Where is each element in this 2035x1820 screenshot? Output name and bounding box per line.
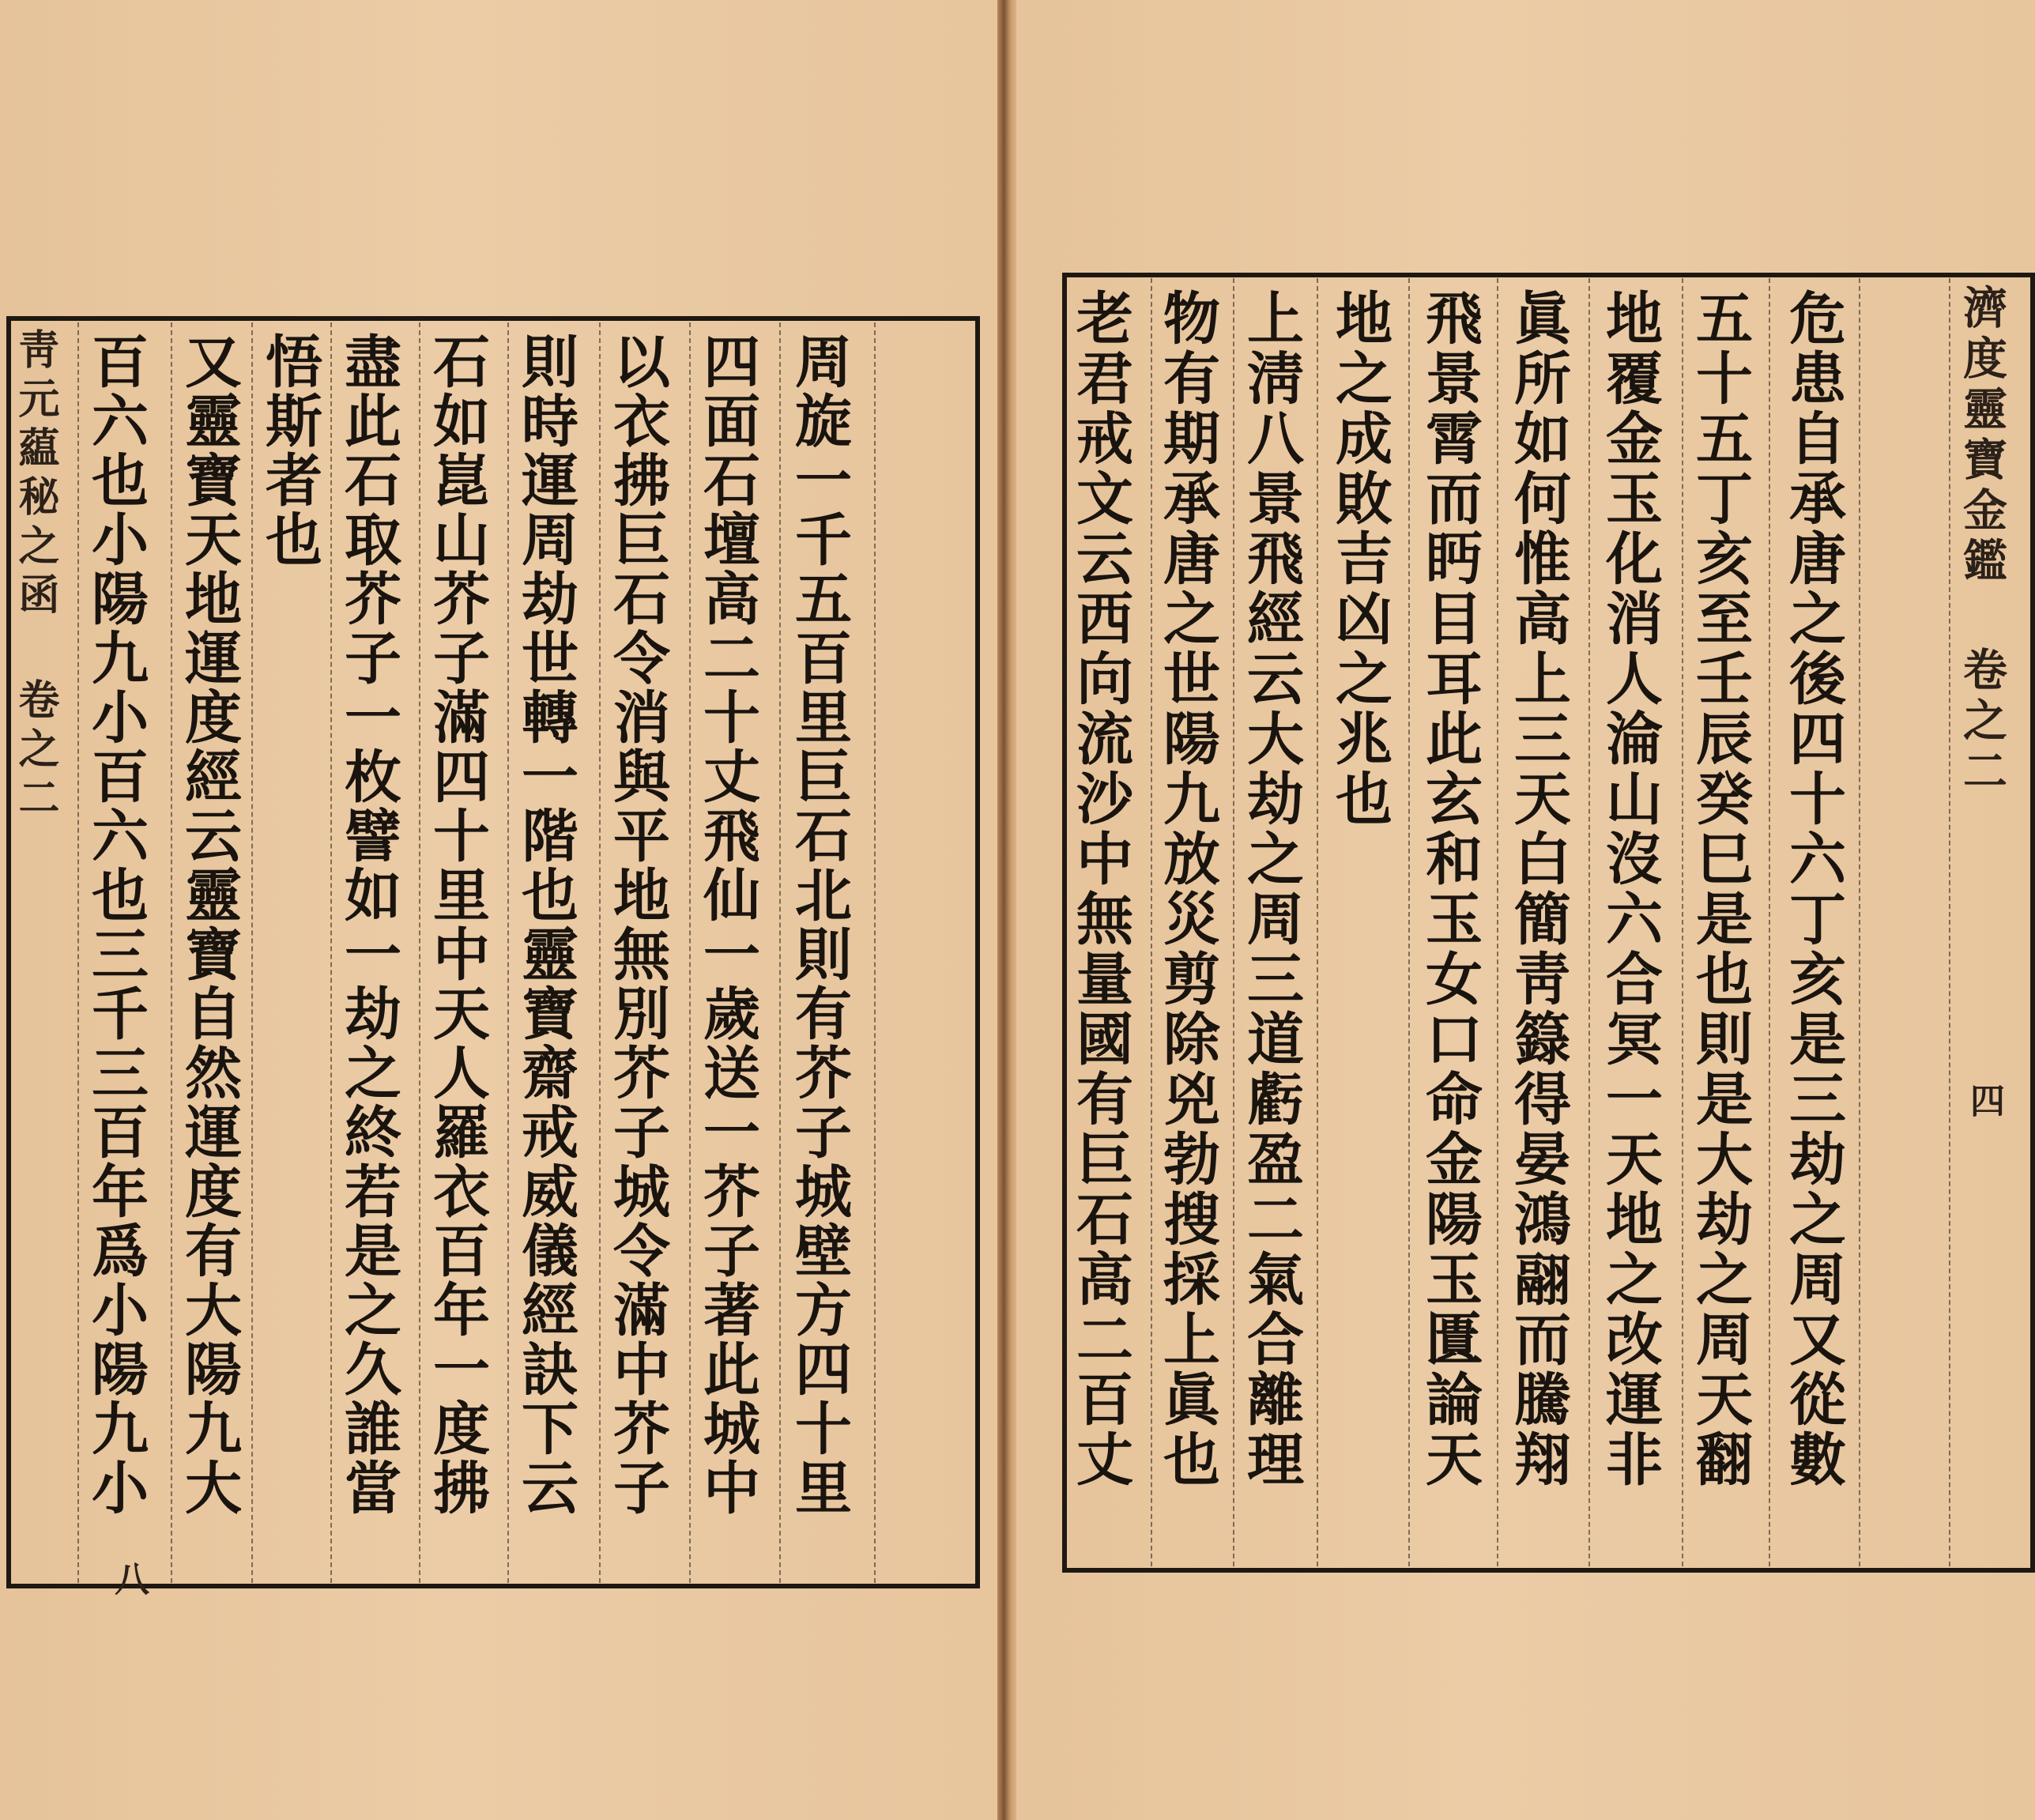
right-column-rule: [1497, 278, 1498, 1566]
right-column-rule: [1408, 278, 1410, 1566]
right-text-column-4: 眞所如何惟高上三天白簡靑籙得晏鴻翮而騰翔: [1505, 288, 1572, 1490]
right-text-column-3: 地覆金玉化消人淪山沒六合冥一天地之改運非: [1596, 288, 1664, 1490]
right-column-rule: [1151, 278, 1152, 1566]
left-text-column-7: 悟斯者也: [256, 332, 323, 569]
right-text-column-5: 飛景霄而眄目耳此玄和玉女口命金陽玉匱論天: [1416, 288, 1483, 1490]
left-column-rule: [77, 322, 79, 1583]
right-text-column-7: 上淸八景飛經云大劫之周三道虧盈二氣合離理: [1238, 288, 1305, 1490]
left-text-column-5: 石如崑山芥子滿四十里中天人羅衣百年一度拂: [424, 332, 491, 1517]
left-column-rule: [507, 322, 509, 1583]
right-text-column-8: 物有期承唐之世陽九放災剪除兇勃搜採上眞也: [1154, 288, 1221, 1490]
left-text-column-2: 四面石壇高二十丈飛仙一歲送一芥子著此城中: [694, 332, 761, 1517]
left-text-column-3: 以衣拂巨石令消與平地無別芥子城令滿中芥子: [604, 332, 671, 1517]
left-text-column-1: 周旋一千五百里巨石北則有芥子城壁方四十里: [786, 332, 853, 1517]
left-column-rule: [779, 322, 781, 1583]
right-column-rule: [1233, 278, 1234, 1566]
right-column-rule: [1949, 278, 1950, 1566]
right-text-column-1: 危患自承唐之後四十六丁亥是三劫之周又從數: [1780, 288, 1847, 1490]
right-text-column-9: 老君戒文云西向流沙中無量國有巨石高二百丈: [1067, 288, 1134, 1490]
left-text-column-4: 則時運周劫世轉一階也靈寶齋戒威儀經訣下云: [512, 332, 579, 1517]
right-column-rule: [1588, 278, 1590, 1566]
right-margin-title: 濟度靈寶金鑑 卷之二: [1956, 284, 2008, 798]
left-column-rule: [419, 322, 420, 1583]
left-text-column-8: 又靈寶天地運度經云靈寶自然運度有大陽九大: [175, 332, 243, 1517]
left-text-column-9: 百六也小陽九小百六也三千三百年爲小陽九小: [82, 332, 149, 1517]
left-column-rule: [874, 322, 876, 1583]
left-text-column-6: 盡此石取芥子一枚譬如一劫之終若是之久誰當: [335, 332, 402, 1517]
right-text-column-6: 地之成敗吉凶之兆也: [1326, 288, 1393, 829]
left-folio-number: 八: [108, 1561, 149, 1600]
left-column-rule: [330, 322, 332, 1583]
right-column-rule: [1859, 278, 1860, 1566]
left-column-rule: [171, 322, 172, 1583]
right-column-rule: [1317, 278, 1318, 1566]
right-folio-number: 四: [1964, 1083, 2004, 1122]
book-gutter: [997, 0, 1016, 1820]
left-margin-title: 靑元藴秘之函 卷之二: [11, 328, 59, 825]
right-column-rule: [1682, 278, 1683, 1566]
left-column-rule: [599, 322, 601, 1583]
left-column-rule: [251, 322, 253, 1583]
left-column-rule: [689, 322, 691, 1583]
right-column-rule: [1769, 278, 1770, 1566]
right-text-column-2: 五十五丁亥至壬辰癸巳是也則是大劫之周天翻: [1686, 288, 1754, 1490]
